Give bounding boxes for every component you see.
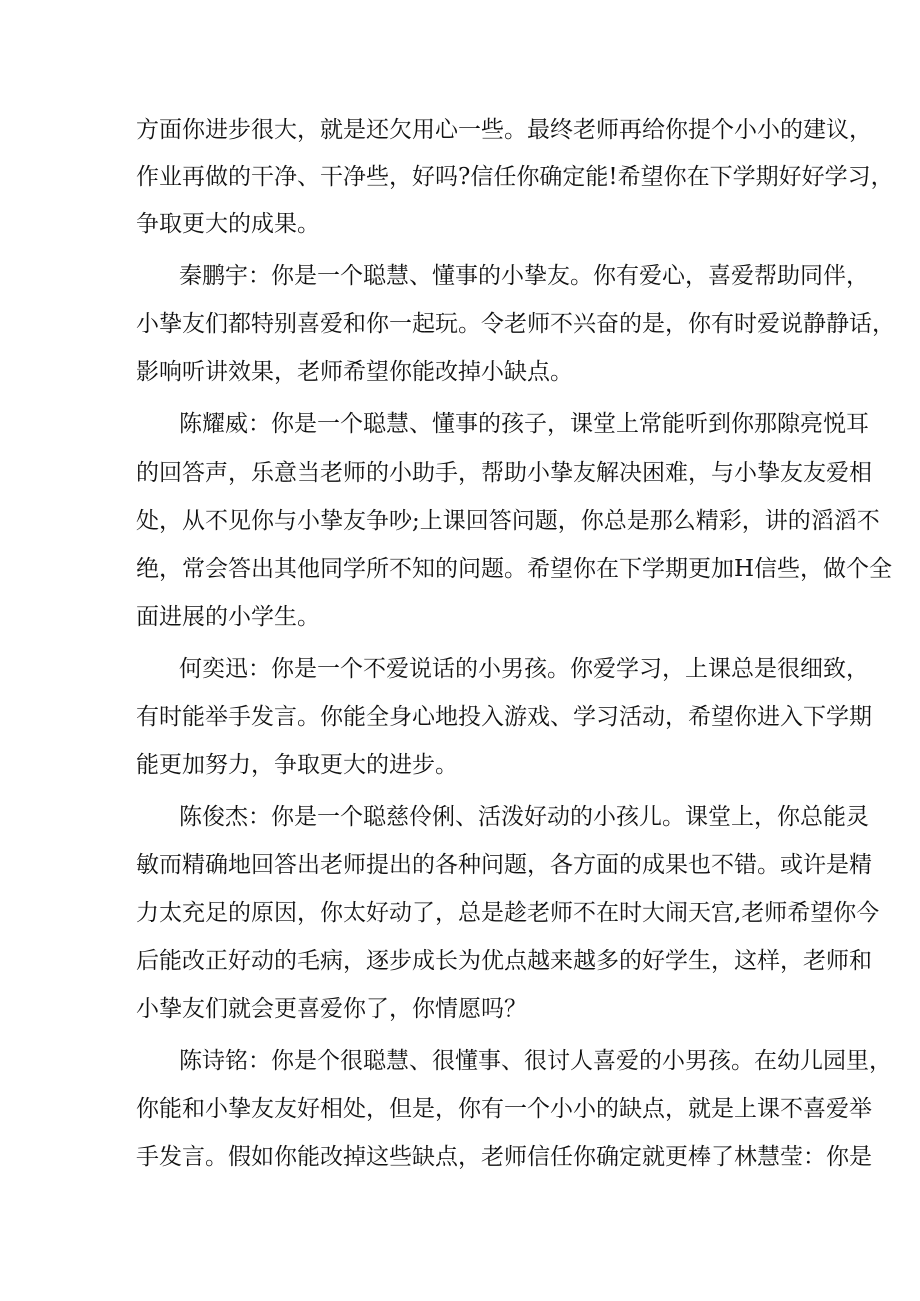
- paragraph-line: 陈俊杰：你是一个聪慈伶俐、活泼好动的小孩儿。课堂上，你总能灵: [179, 804, 869, 830]
- paragraph-line: 何奕迅：你是一个不爱说话的小男孩。你爱学习，上课总是很细致，: [179, 656, 869, 682]
- paragraph-line: 小挚友们就会更喜爱你了，你情愿吗？: [136, 996, 527, 1022]
- paragraph-line: 面进展的小学生。: [136, 604, 320, 630]
- paragraph-line: 处，从不见你与小挚友争吵;上课回答问题，你总是那么精彩，讲的滔滔不: [136, 508, 880, 534]
- paragraph-line: 能更加努力，争取更大的进步。: [136, 752, 458, 778]
- paragraph-line: 绝，常会答出其他同学所不知的问题。希望你在下学期更加H信些，做个全: [136, 556, 893, 582]
- paragraph-line: 小挚友们都特别喜爱和你一起玩。令老师不兴奋的是，你有时爱说静静话，: [136, 311, 895, 337]
- paragraph-line: 后能改正好动的毛病，逐步成长为优点越来越多的好学生，这样，老师和: [136, 948, 872, 974]
- paragraph-line: 影响听讲效果，老师希望你能改掉小缺点。: [136, 359, 573, 385]
- paragraph-line: 方面你进步很大，就是还欠用心一些。最终老师再给你提个小小的建议，: [136, 117, 872, 143]
- paragraph-line: 敏而精确地回答出老师提出的各种问题，各方面的成果也不错。或许是精: [136, 852, 872, 878]
- paragraph-line: 秦鹏宇：你是一个聪慧、懂事的小挚友。你有爱心，喜爱帮助同伴，: [179, 263, 869, 289]
- paragraph-line: 你能和小挚友友好相处，但是，你有一个小小的缺点，就是上课不喜爱举: [136, 1096, 872, 1122]
- paragraph-line: 力太充足的原因，你太好动了，总是趁老师不在时大闹天宫,老师希望你今: [136, 900, 880, 926]
- paragraph-line: 陈耀威：你是一个聪慧、懂事的孩子，课堂上常能听到你那隙亮悦耳: [179, 411, 869, 437]
- paragraph-line: 有时能举手发言。你能全身心地投入游戏、学习活动，希望你进入下学期: [136, 704, 872, 730]
- paragraph-line: 手发言。假如你能改掉这些缺点，老师信任你确定就更棒了林慧莹：你是: [136, 1144, 872, 1170]
- paragraph-line: 作业再做的干净、干净些，好吗?信任你确定能!希望你在下学期好好学习，: [136, 164, 894, 190]
- paragraph-line: 争取更大的成果。: [136, 211, 320, 237]
- paragraph-line: 的回答声，乐意当老师的小助手，帮助小挚友解决困难，与小挚友友爱相: [136, 460, 872, 486]
- paragraph-line: 陈诗铭：你是个很聪慧、很懂事、很讨人喜爱的小男孩。在幼儿园里，: [179, 1048, 892, 1074]
